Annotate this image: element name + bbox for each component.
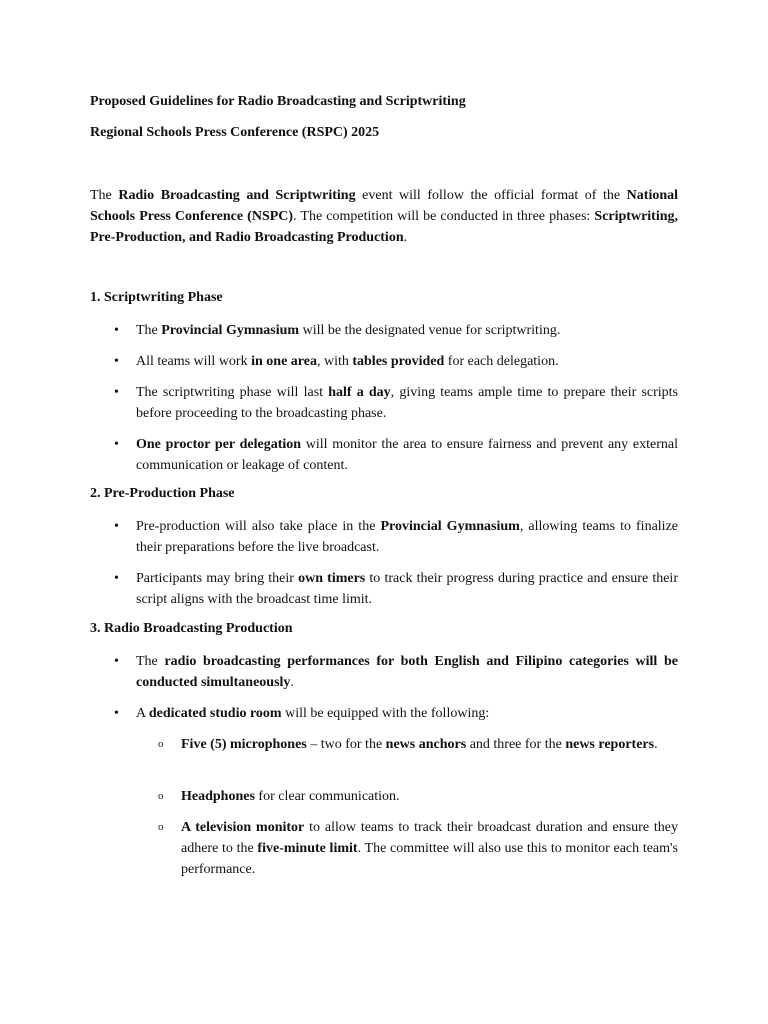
list-item: • The radio broadcasting performances for both English and Filipino categories will be conducted simultaneously. — [136, 651, 678, 693]
list-item: • One proctor per delegation will monitor the area to ensure fairness and prevent any external communication or leakage of content. — [136, 434, 678, 476]
intro-paragraph: The Radio Broadcasting and Scriptwriting event will follow the official format of the National Schools Press Conference (NSPC). The competition will be conducted in three phases: Scriptwriting, Pre-Production, and Radio Broadcasting Production. — [90, 188, 679, 245]
bullet-icon: • — [114, 323, 119, 338]
document-title: Proposed Guidelines for Radio Broadcasting and Scriptwriting — [90, 94, 466, 109]
bullet-icon: • — [114, 354, 119, 369]
list-item: • The Provincial Gymnasium will be the designated venue for scriptwriting. — [136, 320, 678, 341]
list-item: • Participants may bring their own timers to track their progress during practice and ensure their script aligns with the broadcast time limit. — [136, 568, 678, 610]
circle-bullet-icon: o — [158, 790, 164, 802]
sub-list-item: o Five (5) microphones – two for the news anchors and three for the news reporters. — [181, 734, 678, 755]
list-item: • The scriptwriting phase will last half a day, giving teams ample time to prepare their scripts before proceeding to the broadcasting phase. — [136, 382, 678, 424]
bullet-icon: • — [114, 385, 119, 400]
list-item: • A dedicated studio room will be equipped with the following: — [136, 703, 678, 724]
bullet-icon: • — [114, 437, 119, 452]
list-item: • All teams will work in one area, with tables provided for each delegation. — [136, 351, 678, 372]
sub-list-item: o A television monitor to allow teams to track their broadcast duration and ensure they adhere to the five-minute limit. The committee will also use this to monitor each team's performance. — [181, 817, 678, 880]
bullet-icon: • — [114, 706, 119, 721]
section-heading-pre-production: 2. Pre-Production Phase — [90, 486, 235, 501]
bullet-icon: • — [114, 571, 119, 586]
document-subtitle: Regional Schools Press Conference (RSPC) 2025 — [90, 125, 380, 140]
bullet-icon: • — [114, 519, 119, 534]
bullet-icon: • — [114, 654, 119, 669]
list-item: • Pre-production will also take place in the Provincial Gymnasium, allowing teams to finalize their preparations before the live broadcast. — [136, 516, 678, 558]
circle-bullet-icon: o — [158, 738, 164, 750]
sub-list-item: o Headphones for clear communication. — [181, 786, 678, 807]
section-heading-radio-broadcasting: 3. Radio Broadcasting Production — [90, 621, 293, 636]
circle-bullet-icon: o — [158, 821, 164, 833]
section-heading-scriptwriting: 1. Scriptwriting Phase — [90, 290, 223, 305]
